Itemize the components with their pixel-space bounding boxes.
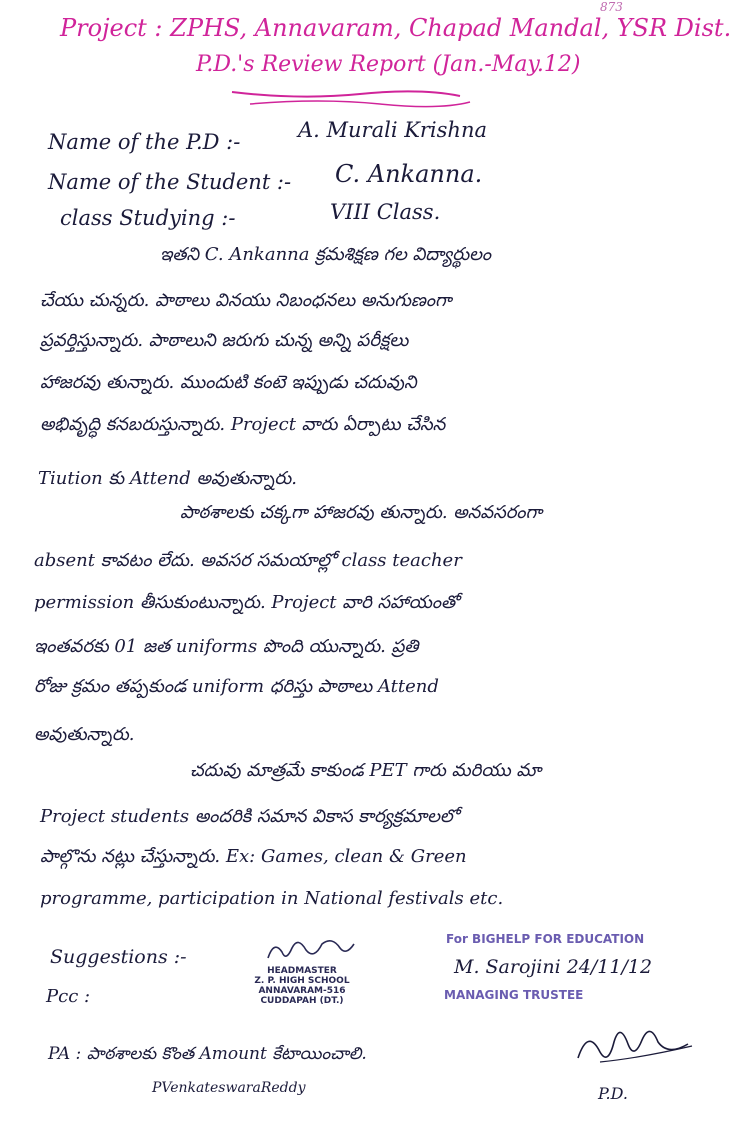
paragraph-1-line-1: ఇతని C. Ankanna క్రమశిక్షణ గల విద్యార్థులం: [160, 244, 492, 265]
paragraph-2-line-2: absent కావటం లేదు. అవసర సమయాల్లో class teacher: [34, 550, 462, 571]
suggestions-label: Suggestions :-: [50, 946, 187, 968]
student-name-value: C. Ankanna.: [335, 160, 483, 188]
report-title: P.D.'s Review Report (Jan.-May.12): [196, 52, 581, 77]
paragraph-3-line-1: చదువు మాత్రమే కాకుండ PET గారు మరియు మా: [190, 760, 542, 781]
paragraph-1-line-4: హాజరవు తున్నారు. ముందుటి కంటె ఇప్పుడు చదువుని: [40, 372, 417, 393]
title-underline-2: [250, 101, 470, 107]
pd-name-label: Name of the P.D :-: [48, 130, 241, 154]
pcc-label: Pcc :: [46, 986, 91, 1007]
trustee-signature: M. Sarojini 24/11/12: [454, 956, 653, 978]
pd-name-value: A. Murali Krishna: [298, 118, 487, 142]
org-stamp-line-1: For BIGHELP FOR EDUCATION: [446, 932, 645, 946]
paragraph-2-line-4: ఇంతవరకు 01 జత uniforms పొంది యున్నారు. ప్రతి: [34, 636, 419, 657]
paragraph-1-line-3: ప్రవర్తిస్తున్నారు. పాఠాలుని జరుగు చున్న అన్ని పరీక్షలు: [40, 330, 409, 351]
corner-mark: 873: [600, 0, 623, 14]
paragraph-1-line-6: Tiution కు Attend అవుతున్నారు.: [38, 468, 297, 489]
paragraph-1-line-2: చేయు చున్నరు. పాఠాలు వినయు నిబంధనలు అనుగుణంగా: [40, 290, 452, 311]
headmaster-seal: [232, 966, 372, 1006]
seal-line-2: Z. P. HIGH SCHOOL: [254, 976, 350, 986]
title-underline-1: [232, 91, 460, 96]
headmaster-signature: [268, 941, 354, 958]
pa-signature: PVenkateswaraReddy: [152, 1080, 306, 1096]
paragraph-2-line-5: రోజు క్రమం తప్పకుండ uniform ధరిస్తు పాఠాలు Attend: [34, 676, 439, 697]
paragraph-2-line-3: permission తీసుకుంటున్నారు. Project వారి సహాయంతో: [34, 592, 459, 613]
seal-line-1: HEADMASTER: [267, 966, 337, 976]
project-title: Project : ZPHS, Annavaram, Chapad Mandal, YSR Dist.: [60, 14, 732, 42]
class-label: class Studying :-: [60, 206, 236, 230]
pa-line: PA : పాఠశాలకు కొంత Amount కేటాయించాలి.: [48, 1044, 367, 1064]
seal-line-4: CUDDAPAH (DT.): [260, 996, 344, 1006]
seal-line-3: ANNAVARAM-516: [258, 986, 346, 996]
pd-footer-label: P.D.: [598, 1084, 628, 1103]
paragraph-1-line-5: అభివృద్ధి కనబరుస్తున్నారు. Project వారు ఏర్పాటు చేసిన: [40, 414, 446, 435]
paragraph-2-line-6: అవుతున్నారు.: [34, 724, 135, 745]
paragraph-3-line-3: పాల్గొను నట్లు చేస్తున్నారు. Ex: Games, clean & Green: [40, 846, 467, 867]
paragraph-3-line-2: Project students అందరికి సమాన వికాస కార్యక్రమాలలో: [40, 806, 459, 827]
org-stamp-line-2: MANAGING TRUSTEE: [444, 988, 584, 1002]
pd-signature: [578, 1031, 688, 1058]
student-name-label: Name of the Student :-: [48, 170, 292, 194]
class-value: VIII Class.: [330, 200, 441, 224]
paragraph-3-line-4: programme, participation in National festivals etc.: [40, 888, 504, 909]
paragraph-2-line-1: పాఠశాలకు చక్కగా హాజరవు తున్నారు. అనవసరంగా: [180, 502, 543, 523]
